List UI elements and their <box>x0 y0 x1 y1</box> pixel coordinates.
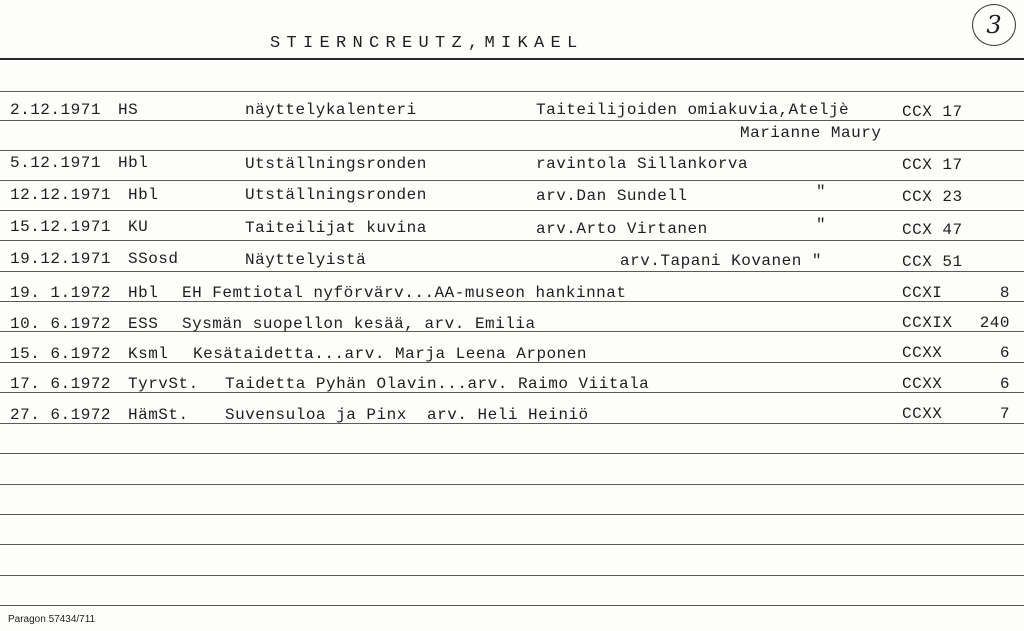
entry-page: 6 <box>999 344 1010 362</box>
entry-source: SSosd <box>128 250 179 268</box>
ruled-line <box>0 514 1024 515</box>
entry-source: Ksml <box>128 345 169 363</box>
ruled-line <box>0 180 1024 181</box>
entry-date: 2.12.1971 <box>10 101 101 119</box>
ruled-line <box>0 271 1024 272</box>
ruled-line <box>0 453 1024 454</box>
entry-reference: CCXX <box>902 405 943 423</box>
entry-note: Taiteilijoiden omiakuvia,Ateljè <box>536 101 850 119</box>
entry-title: Taidetta Pyhän Olavin...arv. Raimo Viitala <box>225 375 650 393</box>
header-rule <box>0 58 1024 60</box>
ruled-line <box>0 484 1024 485</box>
entry-reference: CCX 17 <box>902 156 963 174</box>
entry-title: Suvensuloa ja Pinx arv. Heli Heiniö <box>225 406 589 424</box>
entry-source: HS <box>118 101 139 119</box>
entry-page: 7 <box>999 405 1010 423</box>
ruled-line <box>0 575 1024 576</box>
entry-page: 240 <box>979 314 1010 332</box>
entry-title: Näyttelyistä <box>245 251 367 269</box>
entry-date: 12.12.1971 <box>10 186 112 204</box>
entry-date: 5.12.1971 <box>10 154 101 172</box>
entry-title: Taiteilijat kuvina <box>245 219 427 237</box>
ruled-line <box>0 544 1024 545</box>
ruled-line <box>0 150 1024 151</box>
ruled-line <box>0 120 1024 121</box>
entry-title: EH Femtiotal nyförvärv...AA-museon hankinnat <box>182 284 627 302</box>
entry-title: Kesätaidetta...arv. Marja Leena Arponen <box>193 345 587 363</box>
card-title: STIERNCREUTZ,MIKAEL <box>270 34 584 53</box>
ruled-line <box>0 240 1024 241</box>
entry-note: arv.Tapani Kovanen " <box>620 252 823 270</box>
entry-source: TyrvSt. <box>128 375 199 393</box>
entry-reference: CCX 51 <box>902 253 963 271</box>
ruled-line <box>0 210 1024 211</box>
entry-date: 19. 1.1972 <box>10 284 112 302</box>
entry-source: Hbl <box>128 186 159 204</box>
entry-date: 10. 6.1972 <box>10 315 112 333</box>
entry-title: Sysmän suopellon kesää, arv. Emilia <box>182 315 536 333</box>
entry-date: 19.12.1971 <box>10 250 112 268</box>
card-number-circle: 3 <box>972 4 1016 46</box>
ruled-line <box>0 91 1024 92</box>
entry-date: 15.12.1971 <box>10 218 112 236</box>
entry-source: Hbl <box>118 154 149 172</box>
entry-page: 8 <box>999 284 1010 302</box>
entry-title: näyttelykalenteri <box>245 101 417 119</box>
entry-page: 6 <box>999 375 1010 393</box>
entry-date: 17. 6.1972 <box>10 375 112 393</box>
entry-source: ESS <box>128 315 159 333</box>
ditto-mark: " <box>816 216 827 234</box>
entry-note: arv.Dan Sundell <box>536 187 688 205</box>
entry-date: 15. 6.1972 <box>10 345 112 363</box>
entry-reference: CCXIX <box>902 314 953 332</box>
entry-source: HämSt. <box>128 406 189 424</box>
printer-imprint: Paragon 57434/711 <box>8 614 96 625</box>
ditto-mark: " <box>816 183 827 201</box>
entry-reference: CCXX <box>902 375 943 393</box>
entry-source: KU <box>128 218 149 236</box>
entry-title: Utställningsronden <box>245 186 427 204</box>
ruled-line <box>0 605 1024 606</box>
entry-reference: CCXX <box>902 344 943 362</box>
entry-note: arv.Arto Virtanen <box>536 220 708 238</box>
entry-reference: CCX 23 <box>902 188 963 206</box>
entry-note-continued: Marianne Maury <box>740 124 882 142</box>
entry-reference: CCXI <box>902 284 943 302</box>
entry-note: ravintola Sillankorva <box>536 155 749 173</box>
entry-reference: CCX 47 <box>902 221 963 239</box>
entry-reference: CCX 17 <box>902 103 963 121</box>
entry-source: Hbl <box>128 284 159 302</box>
entry-title: Utställningsronden <box>245 155 427 173</box>
entry-date: 27. 6.1972 <box>10 406 112 424</box>
